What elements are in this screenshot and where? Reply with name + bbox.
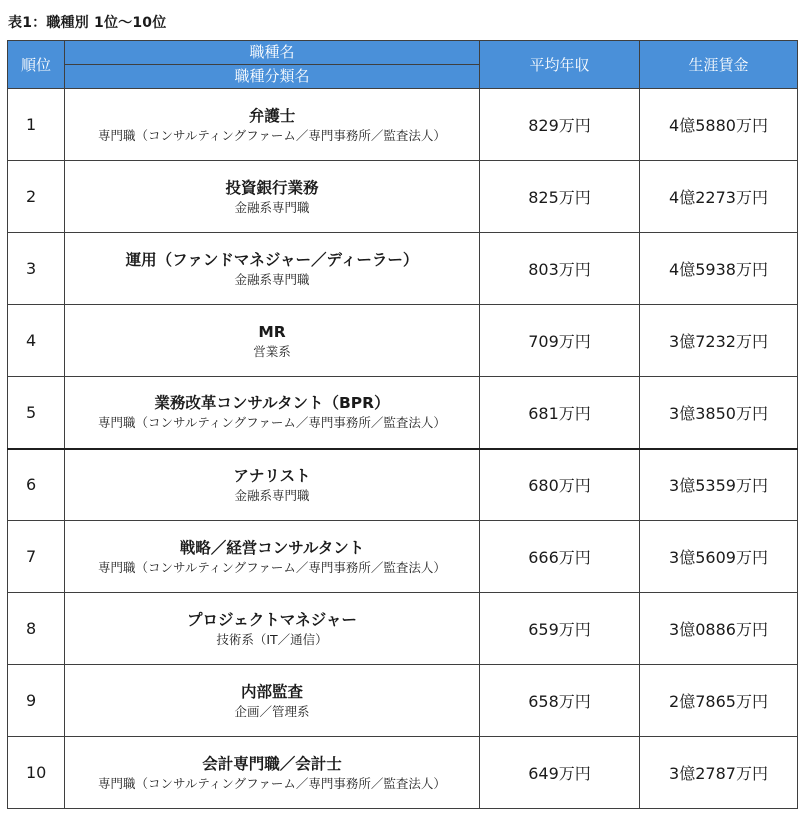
header-job-category: 職種分類名 xyxy=(234,67,310,85)
header-rank: 順位 xyxy=(8,41,65,89)
lifetime-wage-cell: 2億7865万円 xyxy=(640,665,798,737)
avg-income-cell: 649万円 xyxy=(480,737,640,809)
job-name: MR xyxy=(258,322,286,341)
job-category: 金融系専門職 xyxy=(234,487,310,503)
table-row xyxy=(8,737,798,809)
table-caption: 表1：職種別 1位〜10位 xyxy=(8,15,167,31)
table-row xyxy=(8,161,798,233)
job-name: 内部監査 xyxy=(240,682,303,701)
lifetime-wage-cell: 3億5609万円 xyxy=(640,521,798,593)
job-cell xyxy=(65,521,480,593)
rank-cell: 2 xyxy=(8,161,65,233)
job-cell xyxy=(65,89,480,161)
header-lifetime-wage: 生涯賃金 xyxy=(640,41,798,89)
job-category: 金融系専門職 xyxy=(234,199,310,215)
avg-income-cell: 709万円 xyxy=(480,305,640,377)
header-row xyxy=(8,41,798,89)
rank-cell: 9 xyxy=(8,665,65,737)
job-name: 会計専門職／会計士 xyxy=(202,754,342,773)
rank-cell: 10 xyxy=(8,737,65,809)
header-job-name: 職種名 xyxy=(65,41,479,65)
job-category: 技術系（IT／通信） xyxy=(216,631,328,647)
avg-income-cell: 829万円 xyxy=(480,89,640,161)
avg-income-cell: 681万円 xyxy=(480,377,640,449)
rank-cell: 1 xyxy=(8,89,65,161)
job-name: 運用（ファンドマネジャー／ディーラー） xyxy=(125,250,419,269)
table-row xyxy=(8,593,798,665)
header-job xyxy=(65,41,480,89)
job-cell xyxy=(65,377,480,449)
job-name: 業務改革コンサルタント（BPR） xyxy=(154,394,390,413)
rank-cell: 5 xyxy=(8,377,65,449)
job-category: 営業系 xyxy=(253,343,291,359)
job-name: アナリスト xyxy=(233,466,311,485)
lifetime-wage-cell: 3億3850万円 xyxy=(640,377,798,449)
job-cell xyxy=(65,233,480,305)
lifetime-wage-cell: 3億5359万円 xyxy=(640,449,798,521)
lifetime-wage-cell: 3億7232万円 xyxy=(640,305,798,377)
job-category: 金融系専門職 xyxy=(234,271,310,287)
table-row xyxy=(8,89,798,161)
avg-income-cell: 658万円 xyxy=(480,665,640,737)
avg-income-cell: 825万円 xyxy=(480,161,640,233)
avg-income-cell: 803万円 xyxy=(480,233,640,305)
rank-cell: 3 xyxy=(8,233,65,305)
job-cell xyxy=(65,161,480,233)
job-category: 専門職（コンサルティングファーム／専門事務所／監査法人） xyxy=(98,415,446,431)
lifetime-wage-cell: 3億0886万円 xyxy=(640,593,798,665)
lifetime-wage-cell: 3億2787万円 xyxy=(640,737,798,809)
avg-income-cell: 659万円 xyxy=(480,593,640,665)
table-row xyxy=(8,521,798,593)
rank-cell: 8 xyxy=(8,593,65,665)
rank-cell: 7 xyxy=(8,521,65,593)
job-cell xyxy=(65,449,480,521)
job-category: 専門職（コンサルティングファーム／専門事務所／監査法人） xyxy=(98,775,446,791)
job-cell xyxy=(65,665,480,737)
rank-cell: 6 xyxy=(8,449,65,521)
job-category: 専門職（コンサルティングファーム／専門事務所／監査法人） xyxy=(98,559,446,575)
job-name: プロジェクトマネジャー xyxy=(187,610,357,629)
job-category: 企画／管理系 xyxy=(234,703,310,719)
table-row xyxy=(8,665,798,737)
job-cell xyxy=(65,737,480,809)
table-row xyxy=(8,449,798,521)
header-avg-income: 平均年収 xyxy=(480,41,640,89)
job-cell xyxy=(65,305,480,377)
lifetime-wage-cell: 4億2273万円 xyxy=(640,161,798,233)
lifetime-wage-cell: 4億5938万円 xyxy=(640,233,798,305)
job-name: 戦略／経営コンサルタント xyxy=(179,538,365,557)
table-row xyxy=(8,233,798,305)
job-name: 投資銀行業務 xyxy=(225,178,319,197)
lifetime-wage-cell: 4億5880万円 xyxy=(640,89,798,161)
avg-income-cell: 666万円 xyxy=(480,521,640,593)
job-name: 弁護士 xyxy=(248,106,296,125)
rank-cell: 4 xyxy=(8,305,65,377)
table-row xyxy=(8,377,798,449)
avg-income-cell: 680万円 xyxy=(480,449,640,521)
job-category: 専門職（コンサルティングファーム／専門事務所／監査法人） xyxy=(98,127,446,143)
ranking-table xyxy=(7,40,798,809)
job-cell xyxy=(65,593,480,665)
table-row xyxy=(8,305,798,377)
